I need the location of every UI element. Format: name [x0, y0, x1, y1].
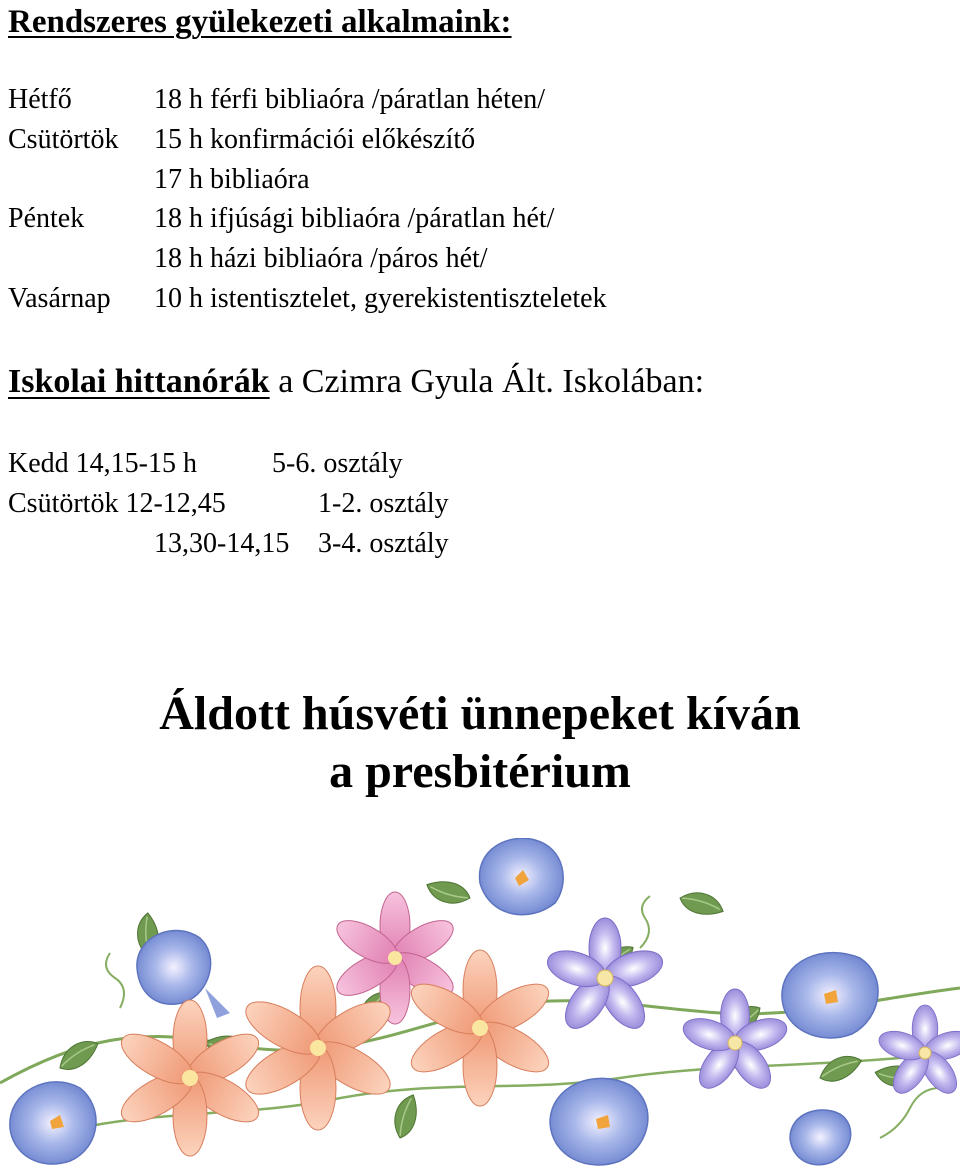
school-heading-rest: a Czimra Gyula Ált. Iskolában:: [269, 363, 705, 400]
violet-flower-right: [679, 989, 791, 1095]
day-csutortok: Csütörtök: [8, 124, 119, 155]
day-pentek: Péntek: [8, 203, 85, 234]
leaf-7: [817, 1054, 864, 1084]
school-csut-time-1: Csütörtök 12-12,45: [8, 488, 226, 519]
day-vasarnap: Vasárnap: [8, 283, 111, 314]
greeting-line-1: Áldott húsvéti ünnepeket kíván: [159, 687, 801, 740]
school-heading-strong: Iskolai hittanórák: [8, 363, 270, 400]
tendril-3: [880, 1088, 940, 1138]
school-csut-class-2: 3-4. osztály: [318, 528, 449, 559]
tendril-2: [640, 896, 650, 948]
event-pentek-2: 18 h házi bibliaóra /páros hét/: [154, 243, 488, 274]
school-kedd-class: 5-6. osztály: [272, 448, 403, 479]
greeting-line-2: a presbitérium: [329, 745, 631, 798]
violet-flower-edge: [875, 1005, 960, 1099]
event-csutortok-2: 17 h bibliaóra: [154, 164, 310, 195]
tendril-1: [106, 953, 124, 1008]
blue-flower-bottom-center: [550, 1078, 648, 1165]
event-csutortok-1: 15 h konfirmációi előkészítő: [154, 124, 476, 155]
school-heading: [8, 364, 704, 400]
flower-border-illustration: [0, 838, 960, 1170]
blue-flower-right-bottom: [790, 1110, 851, 1165]
event-pentek-1: 18 h ifjúsági bibliaóra /páratlan hét/: [154, 203, 555, 234]
event-vasarnap-1: 10 h istentisztelet, gyerekistentiszteletek: [154, 283, 607, 314]
page-heading: Rendszeres gyülekezeti alkalmaink:: [8, 4, 512, 40]
blue-flower-top: [480, 838, 564, 914]
school-csut-time-2: 13,30-14,15: [154, 528, 290, 559]
school-csut-class-1: 1-2. osztály: [318, 488, 449, 519]
event-hetfo-1: 18 h férfi bibliaóra /páratlan héten/: [154, 84, 546, 115]
blue-flower-left-bottom: [10, 1082, 96, 1164]
leaf-4: [423, 871, 472, 912]
day-hetfo: Hétfő: [8, 84, 72, 115]
leaf-8: [385, 1091, 426, 1140]
peach-lily-left: [114, 1000, 266, 1156]
leaf-11: [677, 883, 726, 924]
blue-flower-right: [782, 953, 878, 1038]
school-kedd-time: Kedd 14,15-15 h: [8, 448, 197, 479]
